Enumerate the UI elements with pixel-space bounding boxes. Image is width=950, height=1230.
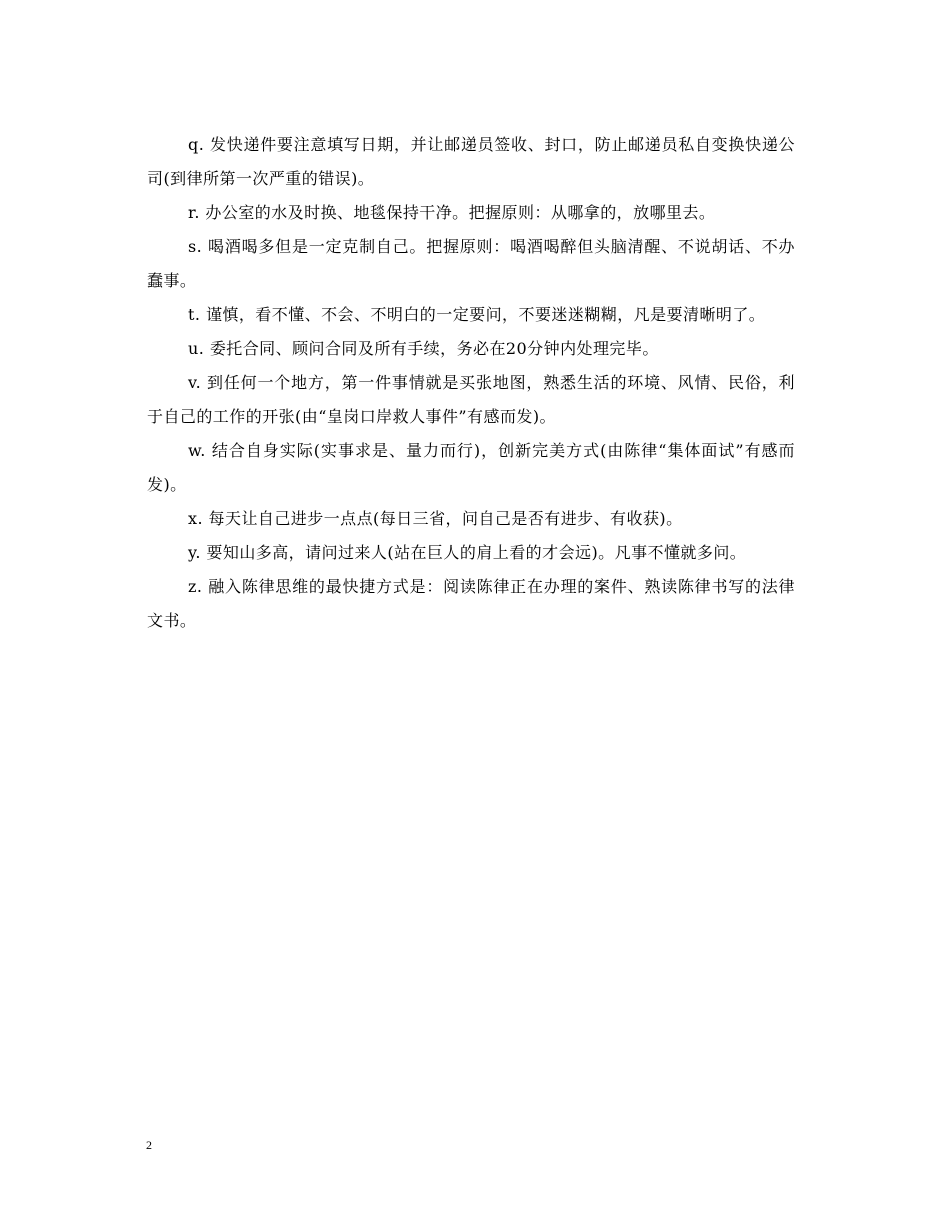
paragraph-w: w. 结合自身实际(实事求是、量力而行)，创新完美方式(由陈律“集体面试”有感而发)。: [147, 441, 795, 494]
paragraph-u: u. 委托合同、顾问合同及所有手续，务必在20分钟内处理完毕。: [188, 339, 659, 358]
paragraph-q: q. 发快递件要注意填写日期，并让邮递员签收、封口，防止邮递员私自变换快递公司(到律所第一次严重的错误)。: [147, 135, 795, 188]
paragraph-y: y. 要知山多高，请问过来人(站在巨人的肩上看的才会远)。凡事不懂就多问。: [188, 543, 747, 562]
paragraph-z: z. 融入陈律思维的最快捷方式是：阅读陈律正在办理的案件、熟读陈律书写的法律文书。: [147, 577, 795, 630]
document-body: [147, 128, 795, 638]
paragraph-s: s. 喝酒喝多但是一定克制自己。把握原则：喝酒喝醉但头脑清醒、不说胡话、不办蠢事。: [147, 237, 795, 290]
paragraph-r: r. 办公室的水及时换、地毯保持干净。把握原则：从哪拿的，放哪里去。: [188, 203, 716, 222]
paragraph-t: t. 谨慎，看不懂、不会、不明白的一定要问，不要迷迷糊糊，凡是要清晰明了。: [188, 305, 766, 324]
paragraph-v: v. 到任何一个地方，第一件事情就是买张地图，熟悉生活的环境、风情、民俗，利于自己的工作的开张(由“皇岗口岸救人事件”有感而发)。: [147, 373, 795, 426]
paragraph-x: x. 每天让自己进步一点点(每日三省，问自己是否有进步、有收获)。: [188, 509, 683, 528]
page-number: 2: [146, 1138, 152, 1152]
